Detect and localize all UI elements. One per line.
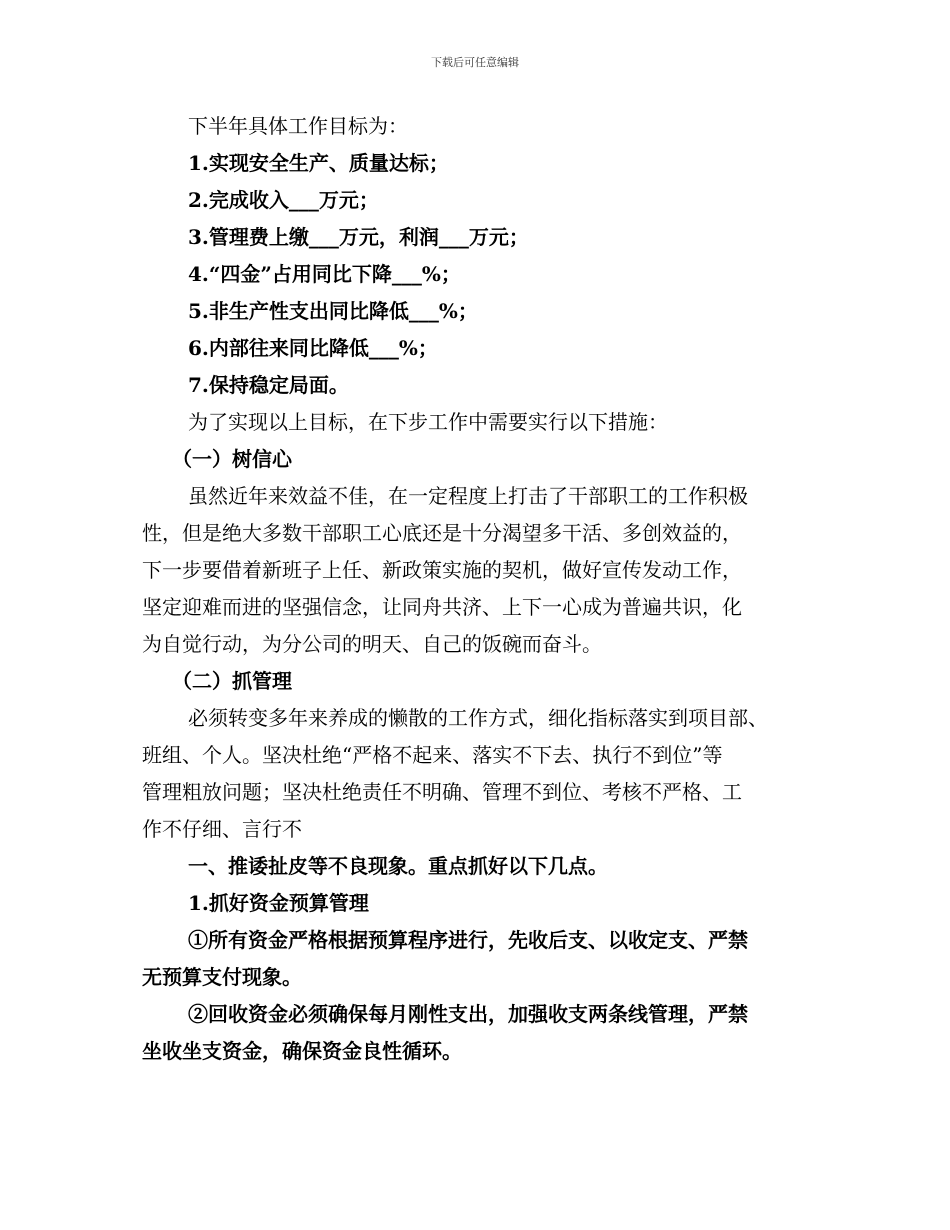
point-line: 坐收坐支资金，确保资金良性循环。 — [142, 1039, 462, 1063]
paragraph-line: 下一步要借着新班子上任、新政策实施的契机，做好宣传发动工作， — [142, 558, 742, 582]
goal-intro: 下半年具体工作目标为： — [188, 114, 408, 138]
paragraph-line: 必须转变多年来养成的懒散的工作方式，细化指标落实到项目部、 — [188, 706, 768, 730]
page-header: 下载后可任意编辑 — [431, 56, 519, 69]
paragraph-line: 作不仔细、言行不 — [142, 817, 302, 841]
section-heading-2: （二）抓管理 — [172, 669, 292, 693]
goal-item-5: 5.非生产性支出同比降低___%； — [188, 299, 478, 323]
point-line: 无预算支付现象。 — [142, 965, 302, 989]
goal-item-7: 7.保持稳定局面。 — [188, 373, 349, 397]
paragraph-line: 为自觉行动，为分公司的明天、自己的饭碗而奋斗。 — [142, 632, 602, 656]
paragraph-line: 坚定迎难而进的坚强信念，让同舟共济、上下一心成为普遍共识，化 — [142, 595, 742, 619]
point-line: ①所有资金严格根据预算程序进行，先收后支、以收定支、严禁 — [188, 928, 748, 952]
measures-intro: 为了实现以上目标，在下步工作中需要实行以下措施： — [188, 410, 668, 434]
document-body — [142, 108, 832, 1070]
goal-item-3: 3.管理费上缴___万元，利润___万元； — [188, 225, 529, 249]
paragraph-line: 班组、个人。坚决杜绝“严格不起来、落实不下去、执行不到位”等 — [142, 743, 723, 767]
goal-item-1: 1.实现安全生产、质量达标； — [188, 151, 449, 175]
goal-item-2: 2.完成收入___万元； — [188, 188, 379, 212]
section-heading-1: （一）树信心 — [172, 447, 292, 471]
paragraph-line: 性，但是绝大多数干部职工心底还是十分渴望多干活、多创效益的， — [142, 521, 742, 545]
paragraph-line: 管理粗放问题；坚决杜绝责任不明确、管理不到位、考核不严格、工 — [142, 780, 742, 804]
goal-item-4: 4.“四金”占用同比下降___%； — [188, 262, 461, 286]
subsection-heading: 一、推诿扯皮等不良现象。重点抓好以下几点。 — [188, 854, 608, 878]
point-line: ②回收资金必须确保每月刚性支出，加强收支两条线管理，严禁 — [188, 1002, 748, 1026]
paragraph-line: 虽然近年来效益不佳，在一定程度上打击了干部职工的工作积极 — [188, 484, 748, 508]
point-heading-1: 1.抓好资金预算管理 — [188, 891, 369, 915]
goal-item-6: 6.内部往来同比降低___%； — [188, 336, 438, 360]
